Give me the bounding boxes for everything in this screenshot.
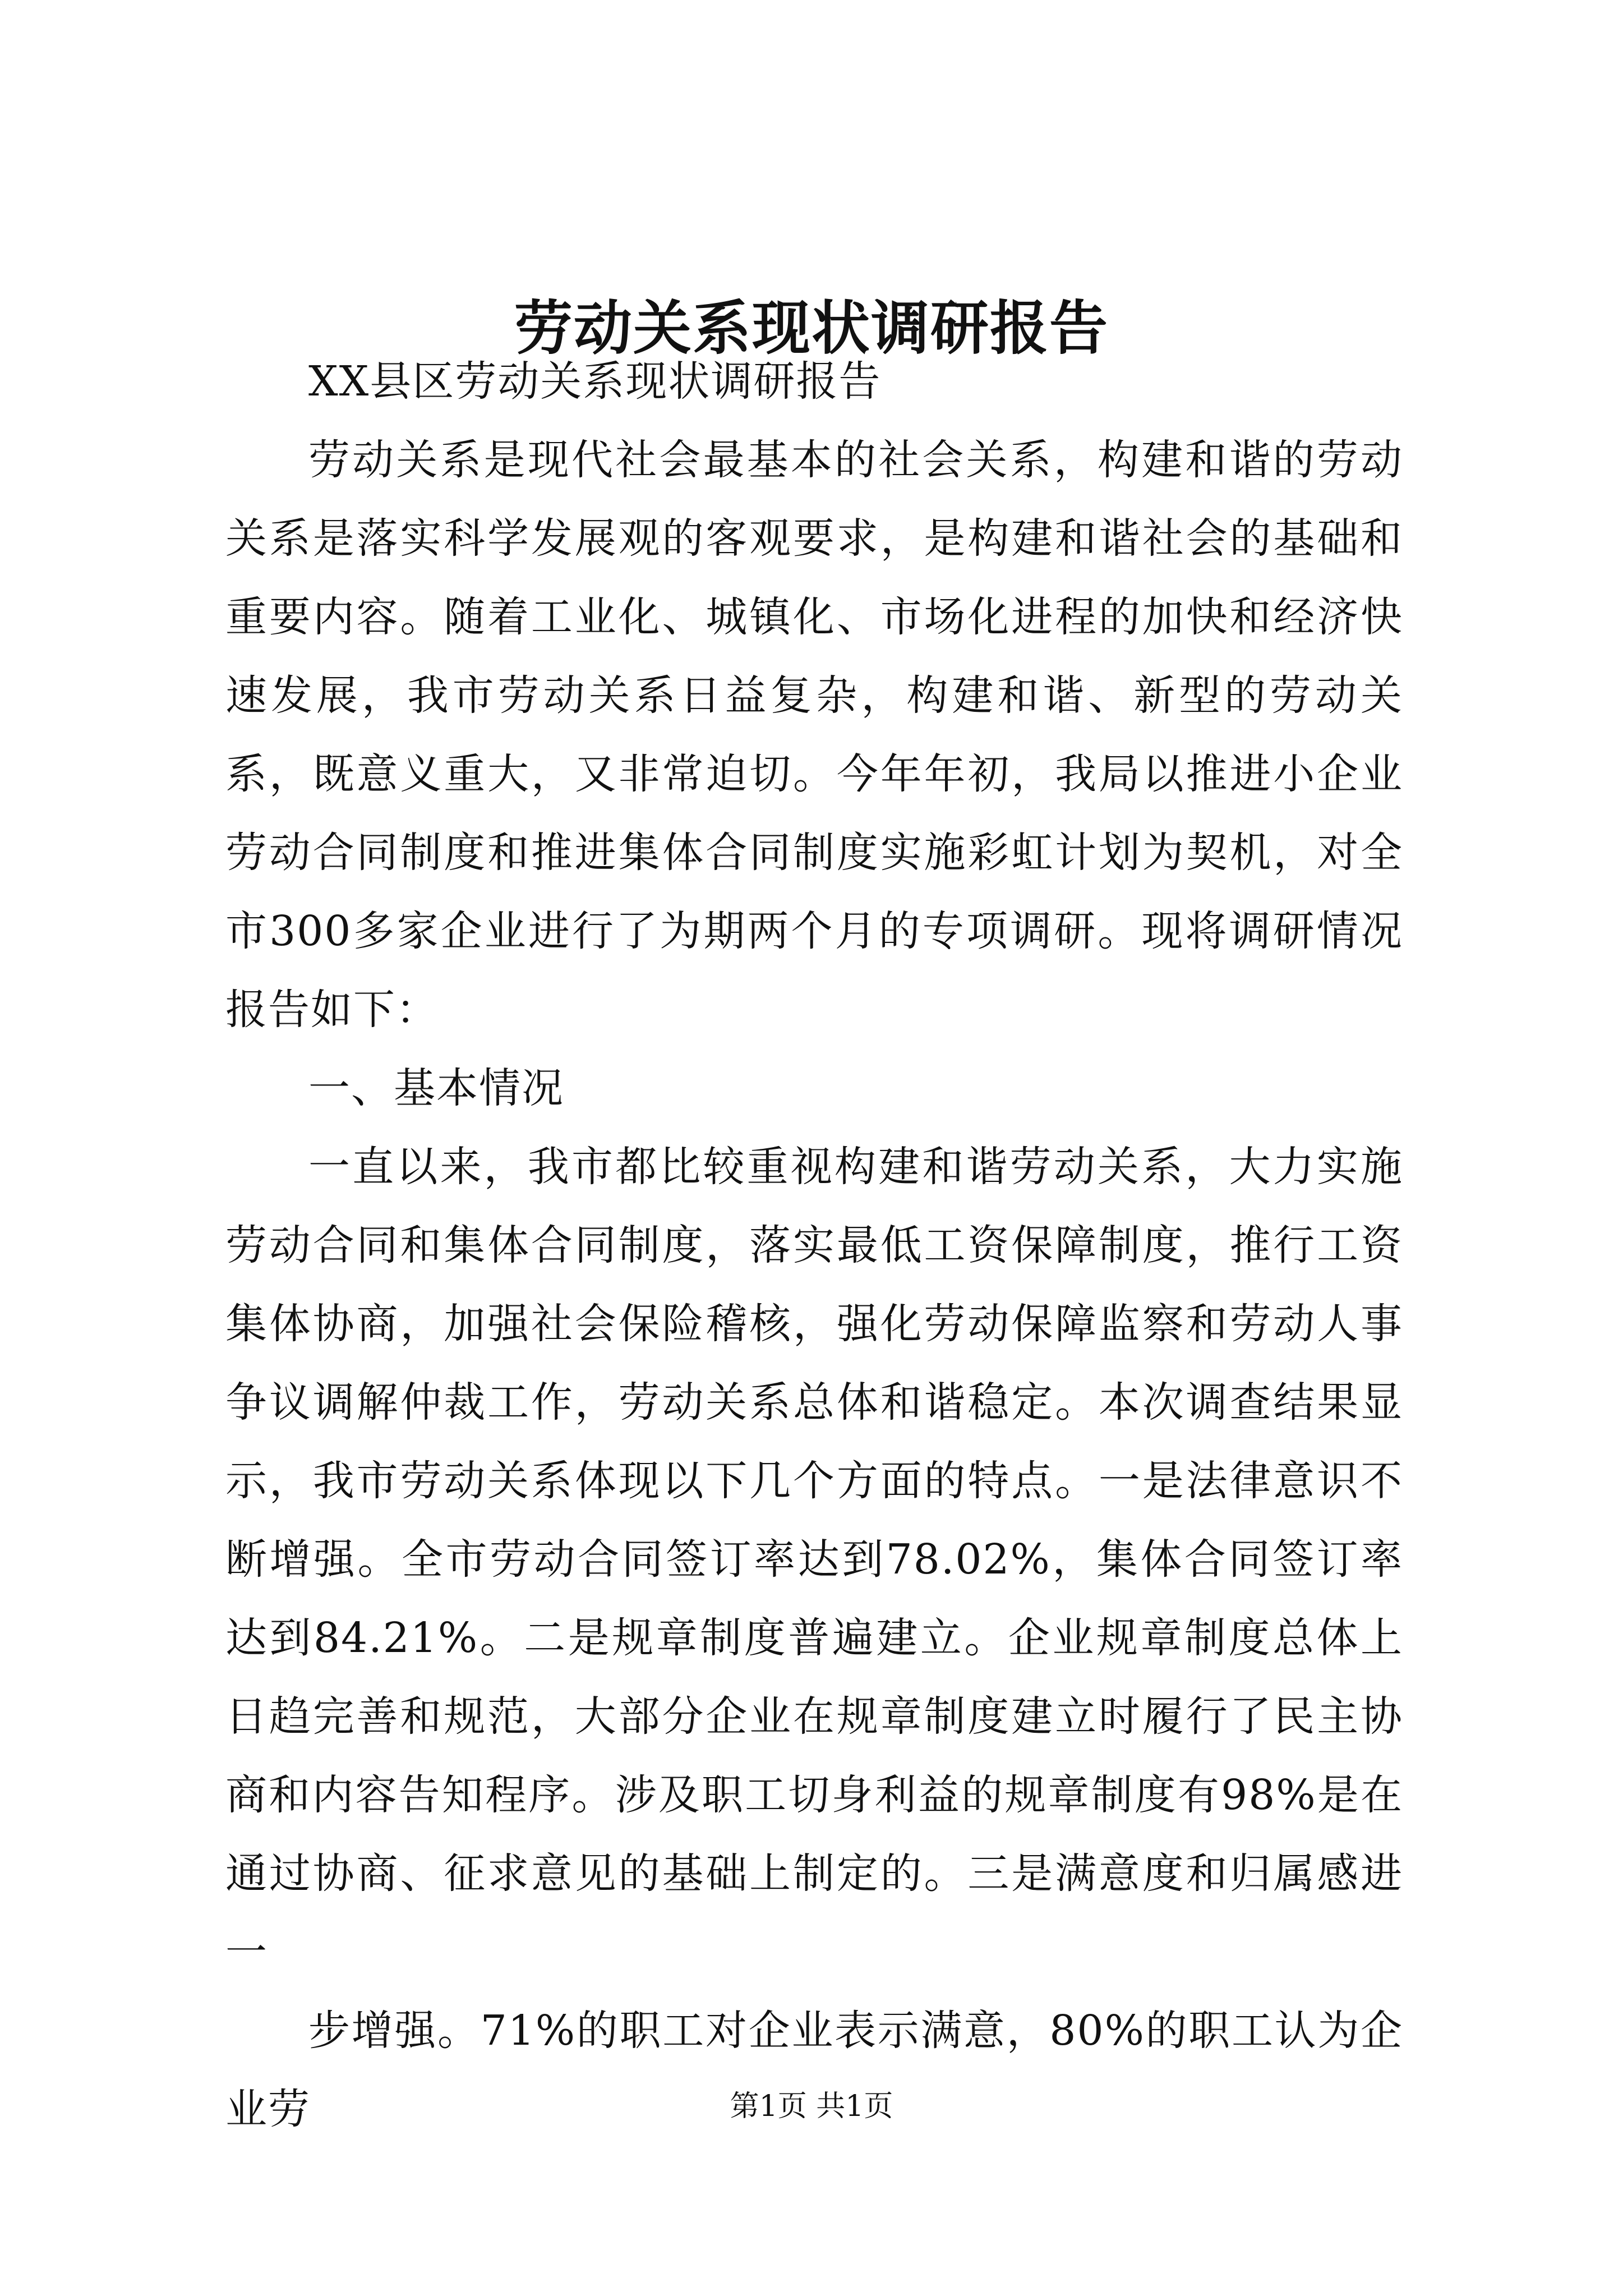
document-title: 劳动关系现状调研报告 xyxy=(514,293,1109,362)
document-body xyxy=(225,342,1403,2148)
section-heading-basic-situation: 一、基本情况 xyxy=(308,1064,564,1112)
paragraph-continuation: 步增强。71%的职工对企业表示满意，80%的职工认为企业劳 xyxy=(225,2007,1403,2133)
page-number: 第1页 共1页 xyxy=(730,2090,893,2123)
paragraph-basic-situation: 一直以来，我市都比较重视构建和谐劳动关系，大力实施劳动合同和集体合同制度，落实最低工资保障制度，推行工资集体协商，加强社会保险稽核，强化劳动保障监察和劳动人事争议调解仲裁工作，劳动关系总体和谐稳定。本次调查结果显示，我市劳动关系体现以下几个方面的特点。一是法律意识不断增强。全市劳动合同签订率达到78.02%，集体合同签订率达到84.21%。二是规章制度普遍建立。企业规章制度总体上日趋完善和规范，大部分企业在规章制度建立时履行了民主协商和内容告知程序。涉及职工切身利益的规章制度有98%是在通过协商、征求意见的基础上制定的。三是满意度和归属感进一 xyxy=(225,1143,1403,1976)
document-subtitle: XX县区劳动关系现状调研报告 xyxy=(308,357,882,406)
paragraph-intro: 劳动关系是现代社会最基本的社会关系，构建和谐的劳动关系是落实科学发展观的客观要求，是构建和谐社会的基础和重要内容。随着工业化、城镇化、市场化进程的加快和经济快速发展，我市劳动关系日益复杂，构建和谐、新型的劳动关系，既意义重大，又非常迫切。今年年初，我局以推进小企业劳动合同制度和推进集体合同制度实施彩虹计划为契机，对全市300多家企业进行了为期两个月的专项调研。现将调研情况报告如下： xyxy=(225,436,1403,1034)
